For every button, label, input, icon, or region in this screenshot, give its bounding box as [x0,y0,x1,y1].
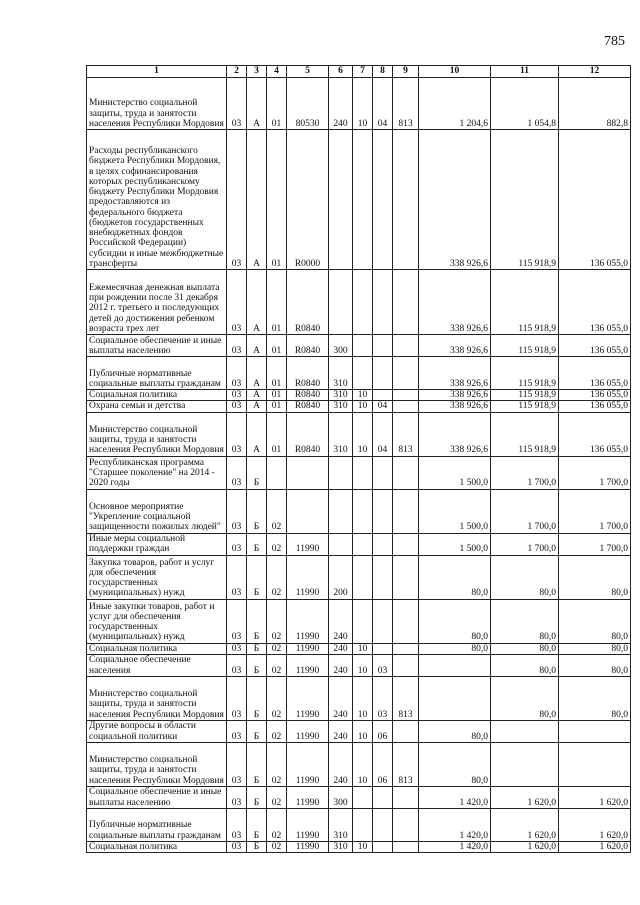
table-row [87,489,631,533]
amount-cell: 338 926,6 [419,401,491,412]
code-cell: 02 [267,643,287,654]
code-cell [353,456,373,489]
code-cell: 03 [227,720,247,742]
row-name-cell: Иные меры социальной поддержки граждан [87,533,227,555]
code-cell [287,489,329,533]
code-cell: Б [247,599,267,643]
code-cell [393,335,419,357]
code-cell [329,489,353,533]
amount-cell: 80,0 [419,555,491,599]
amount-cell: 1 700,0 [559,489,631,533]
code-cell [393,533,419,555]
code-cell [267,456,287,489]
table-row [87,742,631,786]
code-cell [393,130,419,270]
code-cell: Б [247,742,267,786]
code-cell: 02 [267,841,287,852]
code-cell: Б [247,555,267,599]
code-cell: 813 [393,676,419,720]
amount-cell: 80,0 [559,643,631,654]
table-row [87,720,631,742]
code-cell: R0000 [287,130,329,270]
amount-cell: 1 420,0 [419,841,491,852]
amount-cell: 136 055,0 [559,412,631,456]
code-cell: 02 [267,742,287,786]
code-cell: 10 [353,412,373,456]
amount-cell: 136 055,0 [559,270,631,335]
code-cell [373,555,393,599]
column-header: 5 [287,66,329,78]
code-cell: 11990 [287,786,329,808]
code-cell: 240 [329,78,353,130]
code-cell [393,357,419,390]
amount-cell: 80,0 [559,676,631,720]
code-cell: 310 [329,412,353,456]
code-cell: 06 [373,720,393,742]
column-header: 12 [559,66,631,78]
code-cell: 02 [267,533,287,555]
code-cell: 03 [227,401,247,412]
code-cell: 01 [267,390,287,401]
code-cell: 11990 [287,742,329,786]
code-cell [373,270,393,335]
column-header: 10 [419,66,491,78]
table-row [87,130,631,270]
code-cell: 02 [267,654,287,676]
code-cell: 03 [227,599,247,643]
code-cell [373,130,393,270]
amount-cell: 115 918,9 [491,357,559,390]
code-cell: А [247,412,267,456]
column-header: 1 [87,66,227,78]
code-cell [329,456,353,489]
code-cell [393,555,419,599]
code-cell: 11990 [287,555,329,599]
code-cell: 04 [373,78,393,130]
table-row [87,676,631,720]
code-cell: 200 [329,555,353,599]
row-name-cell: Социальное обеспечение и иные выплаты населению [87,335,227,357]
table-row [87,456,631,489]
code-cell: 02 [267,676,287,720]
code-cell [353,808,373,841]
code-cell: 01 [267,401,287,412]
row-name-cell: Охрана семьи и детства [87,401,227,412]
amount-cell: 338 926,6 [419,270,491,335]
code-cell [353,555,373,599]
amount-cell: 80,0 [491,599,559,643]
code-cell: 02 [267,555,287,599]
row-name-cell: Республиканская программа "Старшее поколение" на 2014 - 2020 годы [87,456,227,489]
code-cell: 01 [267,270,287,335]
amount-cell: 1 700,0 [491,456,559,489]
amount-cell: 115 918,9 [491,270,559,335]
code-cell: R0840 [287,401,329,412]
code-cell: 10 [353,720,373,742]
code-cell [393,456,419,489]
amount-cell [419,654,491,676]
row-name-cell: Расходы республиканского бюджета Республики Мордовия, в целях софинансирования которых республиканскому бюджету Республики Мордовия предоставляются из федерального бюджета (бюджетов государственных внебюджетных фондов Российской Федерации) субсидии и иные межбюджетные трансферты [87,130,227,270]
code-cell: 01 [267,130,287,270]
table-row [87,808,631,841]
code-cell [329,533,353,555]
amount-cell: 1 500,0 [419,489,491,533]
amount-cell: 80,0 [419,720,491,742]
code-cell: 310 [329,401,353,412]
code-cell [393,786,419,808]
amount-cell: 1 500,0 [419,533,491,555]
amount-cell: 1 054,8 [491,78,559,130]
code-cell: 310 [329,390,353,401]
code-cell: 240 [329,676,353,720]
code-cell: Б [247,841,267,852]
table-body [87,78,631,853]
code-cell [373,599,393,643]
column-header: 6 [329,66,353,78]
amount-cell: 115 918,9 [491,335,559,357]
row-name-cell: Основное мероприятие "Укрепление социальной защищенности пожилых людей" [87,489,227,533]
row-name-cell: Социальное обеспечение и иные выплаты населению [87,786,227,808]
code-cell: 04 [373,412,393,456]
amount-cell [491,742,559,786]
code-cell: 11990 [287,599,329,643]
code-cell: 10 [353,742,373,786]
amount-cell: 1 620,0 [559,841,631,852]
code-cell: 03 [227,786,247,808]
amount-cell [559,742,631,786]
code-cell [373,533,393,555]
row-name-cell: Министерство социальной защиты, труда и занятости населения Республики Мордовия [87,78,227,130]
row-name-cell: Министерство социальной защиты, труда и занятости населения Республики Мордовия [87,742,227,786]
amount-cell: 1 700,0 [491,533,559,555]
amount-cell: 338 926,6 [419,335,491,357]
amount-cell: 136 055,0 [559,335,631,357]
code-cell: А [247,357,267,390]
column-header: 4 [267,66,287,78]
column-header: 8 [373,66,393,78]
code-cell: 03 [227,390,247,401]
amount-cell: 80,0 [559,654,631,676]
amount-cell: 338 926,6 [419,357,491,390]
code-cell [353,786,373,808]
code-cell [353,335,373,357]
code-cell: 813 [393,742,419,786]
code-cell: 03 [227,841,247,852]
amount-cell: 80,0 [491,555,559,599]
code-cell [353,599,373,643]
row-name-cell: Министерство социальной защиты, труда и занятости населения Республики Мордовия [87,676,227,720]
code-cell [373,456,393,489]
code-cell [373,643,393,654]
amount-cell: 338 926,6 [419,130,491,270]
amount-cell: 1 204,6 [419,78,491,130]
code-cell: 03 [373,654,393,676]
amount-cell: 1 420,0 [419,808,491,841]
code-cell: 310 [329,841,353,852]
table-row [87,643,631,654]
code-cell: 02 [267,599,287,643]
code-cell: Б [247,720,267,742]
code-cell [329,130,353,270]
table-row [87,412,631,456]
code-cell: 03 [227,533,247,555]
column-header: 2 [227,66,247,78]
code-cell: 03 [227,130,247,270]
code-cell: 03 [373,676,393,720]
code-cell: 03 [227,412,247,456]
code-cell: Б [247,489,267,533]
code-cell [373,357,393,390]
code-cell: 240 [329,643,353,654]
code-cell [393,489,419,533]
amount-cell: 136 055,0 [559,390,631,401]
code-cell: 02 [267,720,287,742]
code-cell: 11990 [287,654,329,676]
code-cell: 03 [227,456,247,489]
code-cell: R0840 [287,390,329,401]
code-cell: А [247,130,267,270]
code-cell [373,390,393,401]
table-row [87,599,631,643]
amount-cell: 136 055,0 [559,130,631,270]
code-cell: 10 [353,78,373,130]
amount-cell: 1 700,0 [559,456,631,489]
column-header: 7 [353,66,373,78]
code-cell: 11990 [287,720,329,742]
code-cell: 240 [329,720,353,742]
code-cell: 10 [353,676,373,720]
table-header-row [87,66,631,78]
code-cell: 03 [227,489,247,533]
code-cell: А [247,335,267,357]
amount-cell: 1 620,0 [491,841,559,852]
code-cell: А [247,78,267,130]
code-cell: Б [247,643,267,654]
amount-cell: 338 926,6 [419,412,491,456]
code-cell [393,599,419,643]
amount-cell: 115 918,9 [491,390,559,401]
code-cell [373,335,393,357]
code-cell: Б [247,533,267,555]
code-cell: 300 [329,335,353,357]
amount-cell: 1 620,0 [559,786,631,808]
column-header: 11 [491,66,559,78]
code-cell [353,357,373,390]
code-cell: 03 [227,335,247,357]
code-cell [353,533,373,555]
code-cell: 02 [267,786,287,808]
code-cell [329,270,353,335]
column-header: 9 [393,66,419,78]
code-cell: R0840 [287,270,329,335]
code-cell: 03 [227,676,247,720]
code-cell: 01 [267,357,287,390]
code-cell: 01 [267,412,287,456]
code-cell [287,456,329,489]
amount-cell: 1 620,0 [491,808,559,841]
code-cell: 03 [227,357,247,390]
code-cell: 10 [353,841,373,852]
row-name-cell: Социальная политика [87,643,227,654]
code-cell: 813 [393,78,419,130]
table-row [87,555,631,599]
code-cell: А [247,270,267,335]
code-cell [373,489,393,533]
page-number: 785 [604,34,625,49]
amount-cell: 1 500,0 [419,456,491,489]
code-cell: R0840 [287,412,329,456]
code-cell: 03 [227,78,247,130]
amount-cell: 80,0 [419,599,491,643]
row-name-cell: Министерство социальной защиты, труда и занятости населения Республики Мордовия [87,412,227,456]
amount-cell: 80,0 [419,643,491,654]
code-cell: 240 [329,742,353,786]
row-name-cell: Иные закупки товаров, работ и услуг для обеспечения государственных (муниципальных) нужд [87,599,227,643]
code-cell: 04 [373,401,393,412]
amount-cell: 80,0 [491,676,559,720]
code-cell: 80530 [287,78,329,130]
amount-cell: 115 918,9 [491,412,559,456]
code-cell: 10 [353,401,373,412]
amount-cell: 80,0 [419,742,491,786]
code-cell: 11990 [287,643,329,654]
code-cell [353,489,373,533]
table-row [87,357,631,390]
code-cell: 11990 [287,808,329,841]
code-cell: 310 [329,808,353,841]
amount-cell: 1 420,0 [419,786,491,808]
table-row [87,786,631,808]
code-cell [353,130,373,270]
code-cell: 02 [267,489,287,533]
table-row [87,78,631,130]
amount-cell: 136 055,0 [559,401,631,412]
amount-cell [559,720,631,742]
table-row [87,270,631,335]
row-name-cell: Закупка товаров, работ и услуг для обеспечения государственных (муниципальных) нужд [87,555,227,599]
code-cell: 03 [227,643,247,654]
row-name-cell: Социальная политика [87,841,227,852]
code-cell: Б [247,808,267,841]
amount-cell: 1 700,0 [491,489,559,533]
code-cell: А [247,401,267,412]
table-row [87,654,631,676]
table-row [87,401,631,412]
code-cell: 300 [329,786,353,808]
code-cell: 03 [227,555,247,599]
row-name-cell: Социальное обеспечение населения [87,654,227,676]
row-name-cell: Публичные нормативные социальные выплаты гражданам [87,808,227,841]
code-cell: 11990 [287,533,329,555]
code-cell: 01 [267,335,287,357]
code-cell: 02 [267,808,287,841]
code-cell: Б [247,456,267,489]
code-cell: Б [247,786,267,808]
code-cell [393,401,419,412]
code-cell [393,808,419,841]
code-cell: 310 [329,357,353,390]
code-cell: R0840 [287,335,329,357]
code-cell: А [247,390,267,401]
amount-cell: 1 620,0 [559,808,631,841]
amount-cell: 1 700,0 [559,533,631,555]
row-name-cell: Социальная политика [87,390,227,401]
code-cell: Б [247,654,267,676]
code-cell [393,720,419,742]
amount-cell [491,720,559,742]
code-cell: 240 [329,599,353,643]
code-cell: 10 [353,654,373,676]
code-cell: 06 [373,742,393,786]
budget-table [86,65,631,853]
amount-cell: 338 926,6 [419,390,491,401]
code-cell: 240 [329,654,353,676]
amount-cell: 80,0 [559,599,631,643]
table-row [87,533,631,555]
code-cell: 10 [353,643,373,654]
code-cell: 03 [227,742,247,786]
code-cell [373,841,393,852]
code-cell: 03 [227,654,247,676]
code-cell [353,270,373,335]
code-cell [373,808,393,841]
table-row [87,335,631,357]
code-cell: 10 [353,390,373,401]
row-name-cell: Другие вопросы в области социальной политики [87,720,227,742]
amount-cell: 115 918,9 [491,401,559,412]
code-cell [393,643,419,654]
code-cell [393,390,419,401]
code-cell: 01 [267,78,287,130]
amount-cell [419,676,491,720]
row-name-cell: Публичные нормативные социальные выплаты гражданам [87,357,227,390]
row-name-cell: Ежемесячная денежная выплата при рождении после 31 декабря 2012 г. третьего и последующих детей до достижения ребенком возраста трех лет [87,270,227,335]
code-cell: 11990 [287,841,329,852]
code-cell [393,270,419,335]
table-row [87,390,631,401]
code-cell: 03 [227,270,247,335]
code-cell [393,841,419,852]
code-cell: 03 [227,808,247,841]
amount-cell: 80,0 [491,654,559,676]
amount-cell: 882,8 [559,78,631,130]
code-cell: 813 [393,412,419,456]
amount-cell: 1 620,0 [491,786,559,808]
amount-cell: 115 918,9 [491,130,559,270]
code-cell: R0840 [287,357,329,390]
code-cell: Б [247,676,267,720]
code-cell [393,654,419,676]
code-cell [373,786,393,808]
table-row [87,841,631,852]
amount-cell: 80,0 [559,555,631,599]
amount-cell: 80,0 [491,643,559,654]
column-header: 3 [247,66,267,78]
amount-cell: 136 055,0 [559,357,631,390]
code-cell: 11990 [287,676,329,720]
